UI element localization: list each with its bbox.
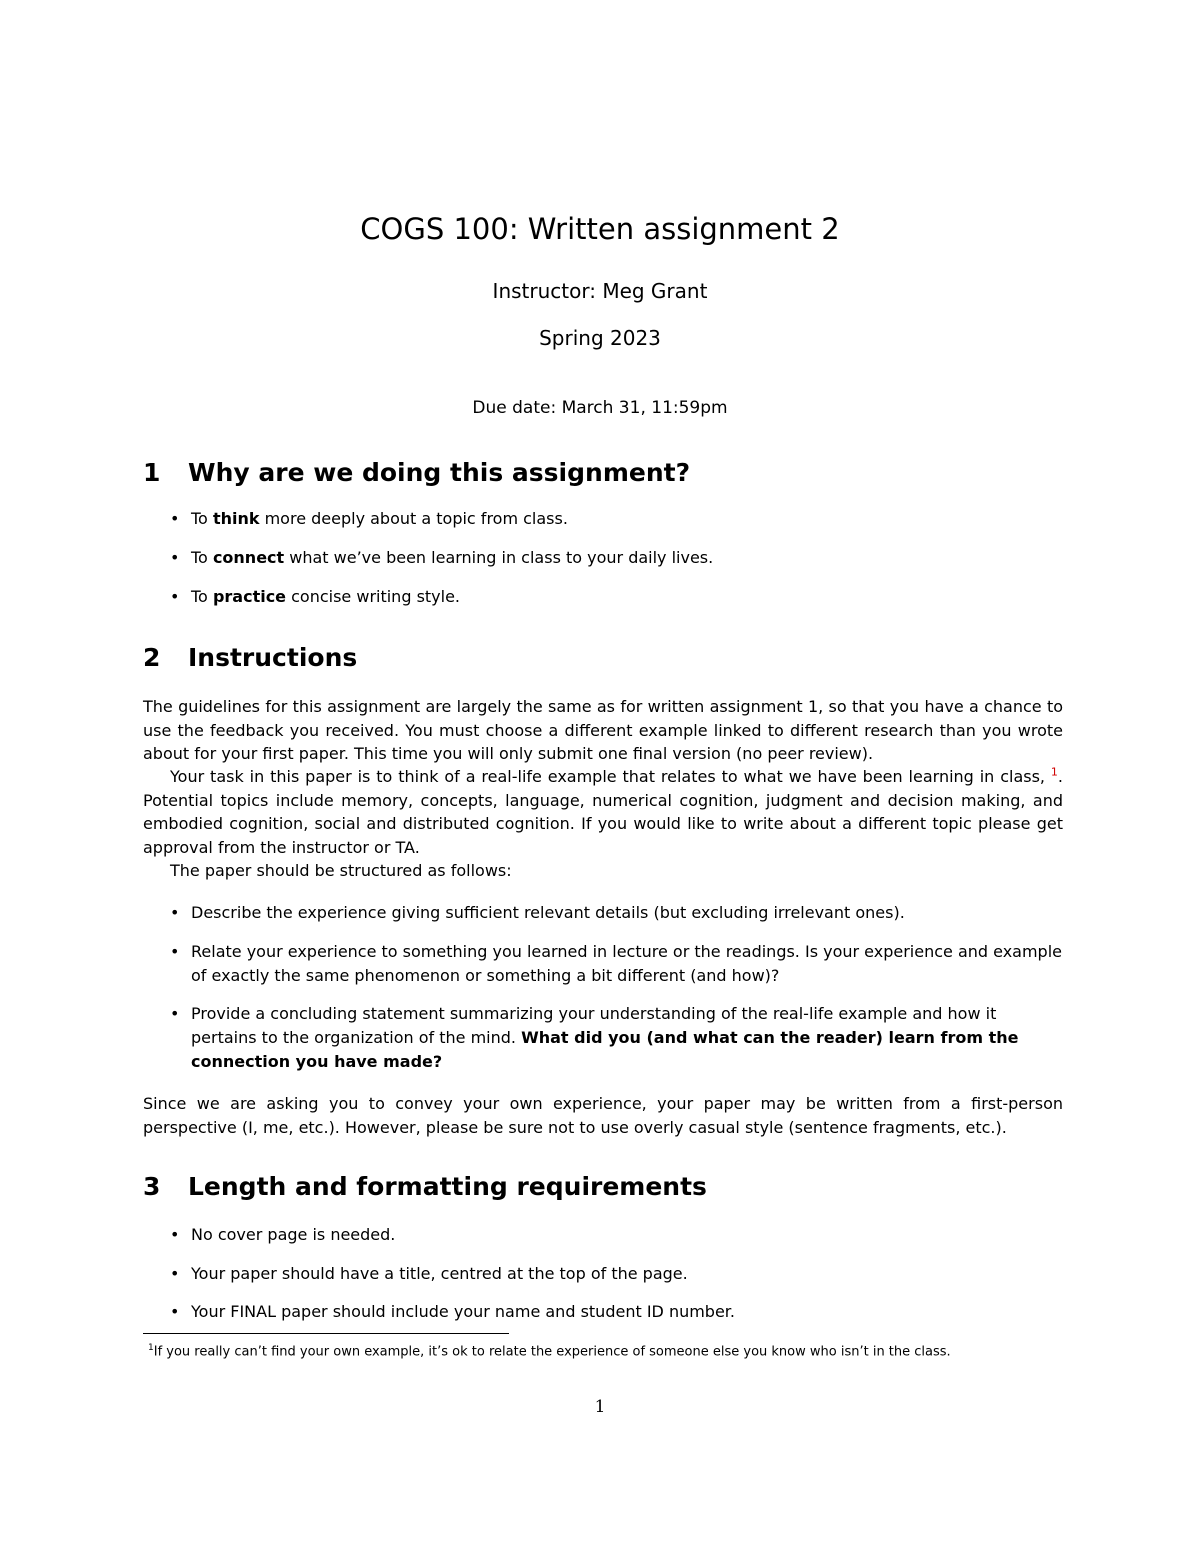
bullet-text: what we’ve been learning in class to your daily lives. [284, 548, 714, 567]
document-title: COGS 100: Written assignment 2 [360, 212, 840, 246]
list-item [170, 507, 1065, 531]
bullet-bold-text: What did you (and what can the reader) learn from the connection you have made? [191, 1028, 1019, 1071]
bullet-bold-text: practice [212, 587, 287, 606]
term-line: Spring 2023 [539, 326, 661, 350]
section-1-heading [143, 458, 690, 487]
bullet-text: Relate your experience to something you learned in lecture or the readings. Is your experience and example of exactly the same phenomenon or something a bit different (and how)? [191, 942, 1062, 985]
due-date-line: Due date: March 31, 11:59pm [472, 398, 728, 418]
bullet-text: Provide a concluding statement summarizing your understanding of the real-life example and how it pertains to the organization of the mind. [191, 1004, 997, 1047]
bullet-icon: • [170, 1225, 180, 1244]
bullet-bold-text: connect [212, 548, 285, 567]
instructions-paragraph-2 [143, 765, 1063, 859]
list-item [170, 1223, 1065, 1247]
section-number: 3 [143, 1172, 161, 1201]
footnote-divider [143, 1333, 509, 1334]
section-title: Instructions [188, 643, 358, 672]
bullet-icon: • [170, 587, 180, 606]
section-3-heading [143, 1172, 707, 1201]
list-item [170, 546, 1065, 570]
bullet-text: Your FINAL paper should include your name and student ID number. [191, 1302, 735, 1321]
bullet-icon: • [170, 903, 180, 922]
bullet-text: Your paper should have a title, centred at the top of the page. [191, 1264, 688, 1283]
section-number: 2 [143, 643, 161, 672]
bullet-text: No cover page is needed. [191, 1225, 396, 1244]
section-number: 1 [143, 458, 161, 487]
list-item [170, 1002, 1065, 1074]
bullet-text: To [191, 509, 213, 528]
list-item [170, 1300, 1065, 1324]
footnote-text: If you really can’t find your own example, it’s ok to relate the experience of someone else you know who isn’t in the class. [153, 1344, 951, 1360]
bullet-text: To [191, 548, 213, 567]
bullet-icon: • [170, 1004, 180, 1023]
page-number: 1 [594, 1397, 606, 1417]
instructions-paragraph-1: The guidelines for this assignment are largely the same as for written assignment 1, so that you have a chance to use the feedback you received. You must choose a different example linked to different research than you wrote about for your first paper. This time you will only submit one final version (no peer review). [143, 697, 1063, 763]
paragraph-text: Your task in this paper is to think of a real-life example that relates to what we have been learning in class, [170, 767, 1046, 786]
bullet-icon: • [170, 1302, 180, 1321]
bullet-icon: • [170, 942, 180, 961]
bullet-text: Describe the experience giving sufficient relevant details (but excluding irrelevant ones). [191, 903, 905, 922]
bullet-icon: • [170, 1264, 180, 1283]
footnote-marker-link[interactable]: 1 [1050, 765, 1058, 779]
footnote [148, 1339, 951, 1361]
bullet-icon: • [170, 548, 180, 567]
instructor-line: Instructor: Meg Grant [492, 279, 708, 303]
bullet-text: more deeply about a topic from class. [259, 509, 568, 528]
list-item [170, 1262, 1065, 1286]
section-title: Why are we doing this assignment? [188, 458, 691, 487]
list-item [170, 940, 1065, 988]
paragraph-text: . Potential topics include memory, concepts, language, numerical cognition, judgment and decision making, and embodied cognition, social and distributed cognition. If you would like to write about a different topic please get approval from the instructor or TA. [143, 767, 1064, 857]
bullet-text: concise writing style. [286, 587, 461, 606]
bullet-text: To [191, 587, 213, 606]
list-item [170, 585, 1065, 609]
bullet-icon: • [170, 509, 180, 528]
list-item [170, 901, 1065, 925]
section-2-heading [143, 643, 357, 672]
section-title: Length and formatting requirements [188, 1172, 707, 1201]
footnote-number: 1 [148, 1343, 154, 1353]
instructions-paragraph-3: The paper should be structured as follows: [170, 861, 512, 880]
bullet-bold-text: think [212, 509, 260, 528]
instructions-closing-paragraph: Since we are asking you to convey your own experience, your paper may be written from a first-person perspective (I, me, etc.). However, please be sure not to use overly casual style (sentence fragments, etc.). [143, 1094, 1063, 1137]
